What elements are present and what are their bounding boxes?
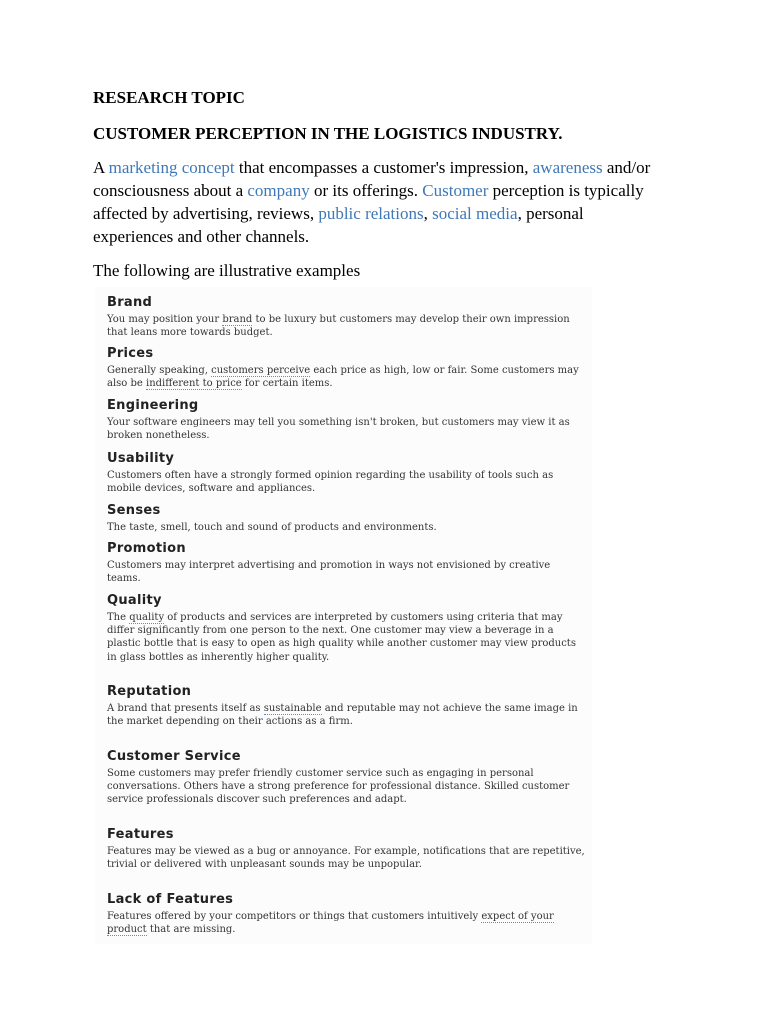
example-title: Engineering <box>107 398 199 413</box>
example-description: The taste, smell, touch and sound of products and environments. <box>107 522 437 533</box>
underlined-term[interactable]: brand <box>222 314 253 325</box>
example-description: Your software engineers may tell you something isn't broken, but customers may view it as broken nonetheless. <box>107 417 570 442</box>
example-description: The quality of products and services are interpreted by customers using criteria that may differ significantly from one person to the next. One customer may view a beverage in a plastic bottle that is easy to open as high quality while another customer may view products in glass bottles as inherently higher quality. <box>107 612 576 663</box>
examples-intro: The following are illustrative examples <box>93 261 361 280</box>
intro-text: perception is typically affected by advertising, reviews, <box>93 181 644 223</box>
example-title: Promotion <box>107 541 186 556</box>
intro-text: that encompasses a customer's impression, <box>234 158 533 177</box>
examples-figure <box>95 287 592 944</box>
example-title: Usability <box>107 451 175 466</box>
example-title: Customer Service <box>107 749 241 764</box>
example-description: Customers often have a strongly formed opinion regarding the usability of tools such as mobile devices, software and appliances. <box>107 470 554 495</box>
example-prices <box>107 346 587 390</box>
link-customer[interactable]: Customer <box>422 181 489 200</box>
example-description: Generally speaking, customers perceive each price as high, low or fair. Some customers may also be indifferent to price for certain items. <box>107 365 579 390</box>
example-description: Features may be viewed as a bug or annoyance. For example, notifications that are repetitive, trivial or delivered with unpleasant sounds may be unpopular. <box>107 846 585 871</box>
link-awareness[interactable]: awareness <box>532 158 603 177</box>
example-description: You may position your brand to be luxury but customers may develop their own impression that leans more towards budget. <box>107 314 570 339</box>
example-title: Features <box>107 827 174 842</box>
example-title: Senses <box>107 503 161 518</box>
intro-text: or its offerings. <box>309 181 423 200</box>
example-reputation <box>107 684 587 728</box>
link-company[interactable]: company <box>247 181 310 200</box>
example-description: Some customers may prefer friendly customer service such as engaging in personal conversations. Others have a strong preference for professional distance. Skilled customer service professionals discover such preferences and adapt. <box>107 768 570 806</box>
intro-text: and/or consciousness about a <box>93 158 651 200</box>
intro-text: , personal experiences and other channels. <box>93 204 584 246</box>
example-title: Lack of Features <box>107 892 234 907</box>
example-quality <box>107 593 587 664</box>
example-customer-service <box>107 749 587 807</box>
underlined-term[interactable]: indifferent to price <box>146 378 242 390</box>
example-features <box>107 827 587 871</box>
link-public-relations[interactable]: public relations <box>318 204 424 223</box>
intro-paragraph <box>93 156 653 248</box>
intro-text: , <box>423 204 433 223</box>
example-title: Prices <box>107 346 154 361</box>
example-engineering <box>107 398 587 442</box>
intro-text: A <box>93 158 109 177</box>
example-promotion <box>107 541 587 585</box>
underlined-term[interactable]: quality <box>129 612 165 623</box>
example-description: Customers may interpret advertising and promotion in ways not envisioned by creative teams. <box>107 560 551 585</box>
underlined-term[interactable]: customers perceive <box>211 365 311 376</box>
example-brand <box>107 295 587 339</box>
example-description: A brand that presents itself as sustainable and reputable may not achieve the same image in the market depending on their actions as a firm. <box>107 703 578 728</box>
research-topic-heading: RESEARCH TOPIC <box>93 88 245 107</box>
underlined-term[interactable]: sustainable <box>263 703 322 714</box>
example-title: Reputation <box>107 684 192 699</box>
link-social-media[interactable]: social media <box>432 204 518 223</box>
example-title: Brand <box>107 295 153 310</box>
example-description: Features offered by your competitors or things that customers intuitively expect of your product that are missing. <box>107 911 554 936</box>
underlined-term[interactable]: expect of your product <box>107 911 554 936</box>
example-title: Quality <box>107 593 162 608</box>
example-lack-of-features <box>107 892 587 936</box>
example-senses <box>107 503 587 534</box>
document-title: CUSTOMER PERCEPTION IN THE LOGISTICS INDUSTRY. <box>93 124 563 143</box>
link-marketing-concept[interactable]: marketing concept <box>108 158 235 177</box>
example-usability <box>107 451 587 495</box>
